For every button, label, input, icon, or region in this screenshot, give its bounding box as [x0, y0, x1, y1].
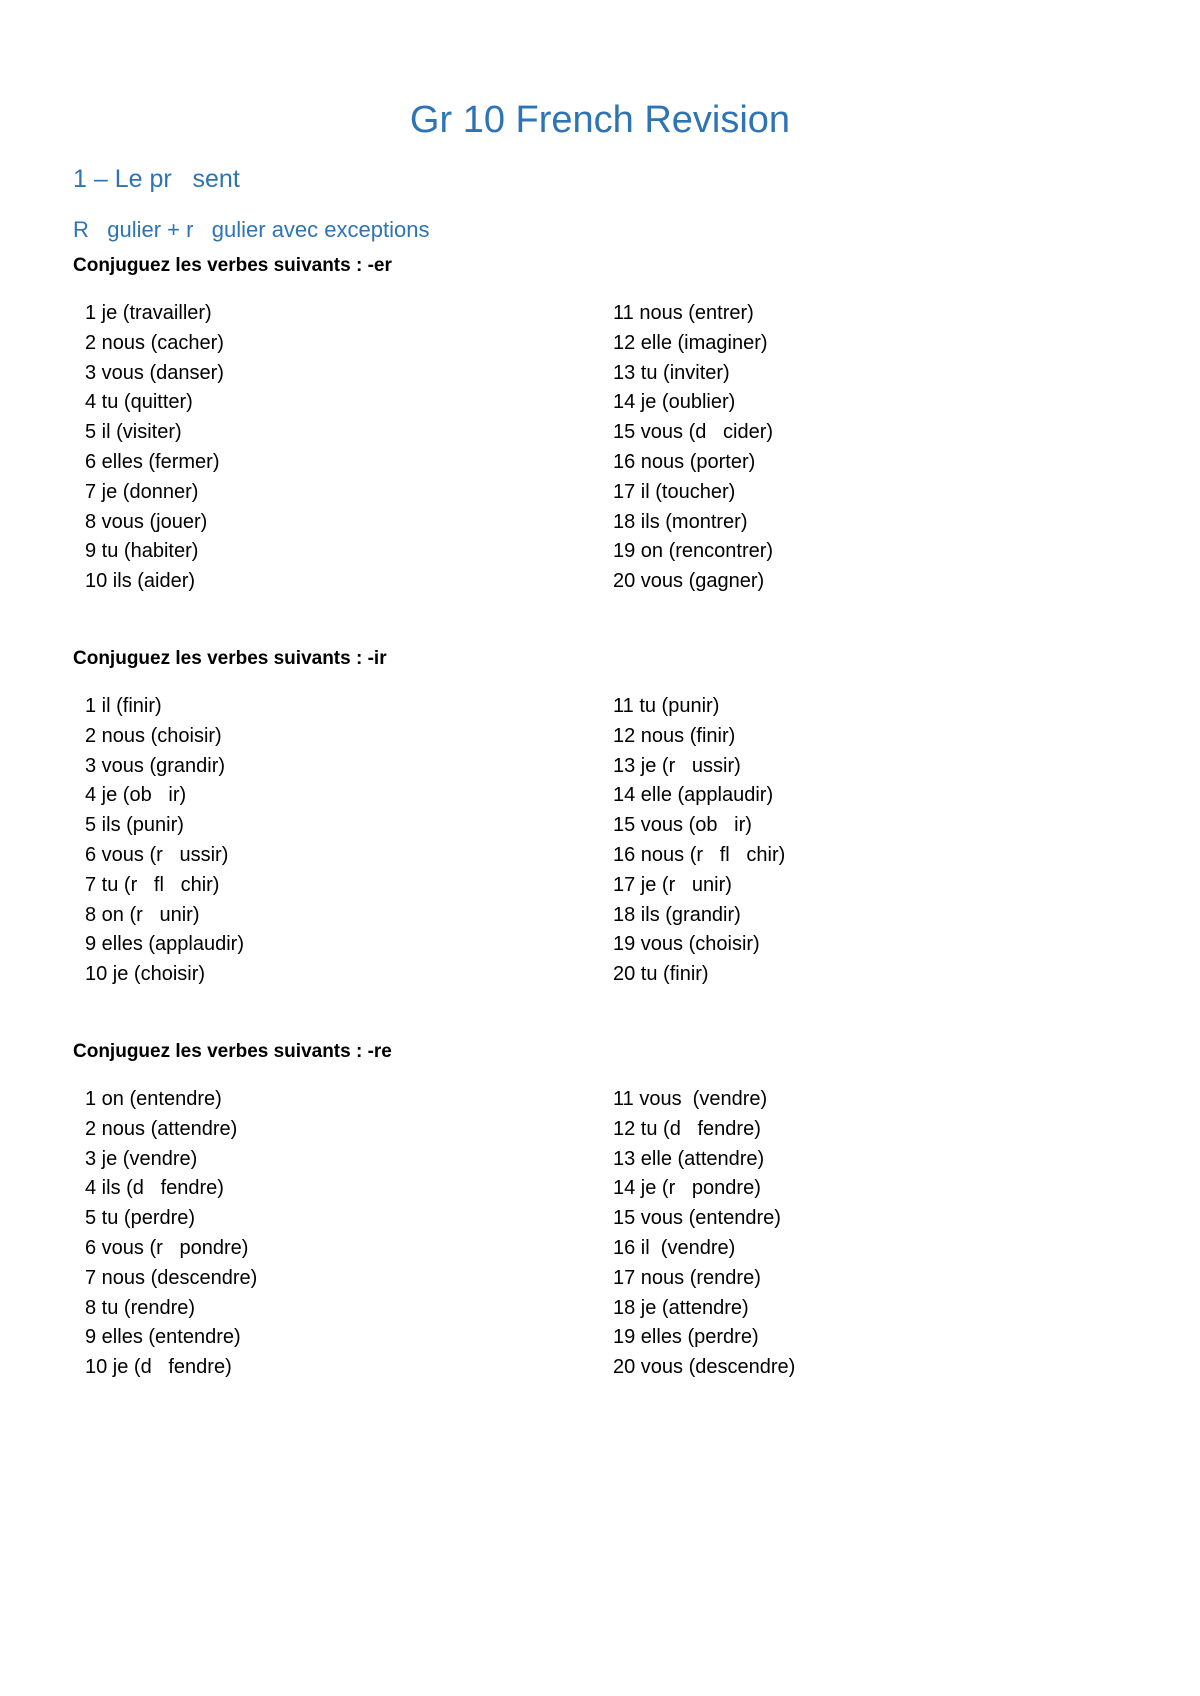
exercise-item: 10 ils (aider): [85, 570, 196, 593]
exercise-item: 4 je (ob ir): [85, 784, 187, 807]
exercise-item: 6 vous (r ussir): [85, 843, 229, 866]
exercise-item: 3 vous (grandir): [85, 754, 226, 777]
exercise-list-left: [85, 299, 224, 597]
subheading-regular: R gulier + r gulier avec exceptions: [73, 217, 430, 242]
exercise-item: 20 tu (finir): [613, 963, 709, 986]
exercise-item: 19 elles (perdre): [613, 1326, 759, 1349]
exercise-item: 20 vous (descendre): [613, 1356, 796, 1379]
exercise-list-right: [613, 299, 773, 597]
exercise-item: 19 on (rencontrer): [613, 540, 774, 563]
exercise-columns: [73, 1085, 1133, 1385]
exercise-list-right: [613, 1085, 795, 1383]
exercise-list-left: [85, 1085, 257, 1383]
exercise-item: 17 je (r unir): [613, 873, 732, 896]
exercise-item: 14 elle (applaudir): [613, 784, 774, 807]
exercise-list-right: [613, 692, 785, 990]
exercise-item: 17 nous (rendre): [613, 1266, 761, 1289]
exercise-item: 2 nous (choisir): [85, 724, 222, 747]
exercise-item: 1 je (travailler): [85, 302, 212, 324]
exercise-item: 6 elles (fermer): [85, 450, 220, 473]
exercise-item: 9 elles (applaudir): [85, 933, 244, 956]
exercise-item: 7 nous (descendre): [85, 1266, 258, 1289]
exercise-item: 5 ils (punir): [85, 814, 184, 837]
exercise-item: 8 tu (rendre): [85, 1296, 196, 1319]
exercise-item: 13 je (r ussir): [613, 754, 741, 777]
exercise-item: 8 on (r unir): [85, 903, 200, 926]
exercise-item: 11 tu (punir): [613, 695, 720, 717]
exercise-item: 10 je (d fendre): [85, 1356, 232, 1379]
exercise-item: 10 je (choisir): [85, 963, 206, 986]
exercise-columns: [73, 692, 1133, 992]
exercise-item: 15 vous (d cider): [613, 421, 774, 444]
exercise-item: 16 il (vendre): [613, 1236, 736, 1259]
exercise-item: 15 vous (entendre): [613, 1207, 781, 1230]
exercise-item: 19 vous (choisir): [613, 933, 760, 956]
exercise-item: 18 ils (montrer): [613, 510, 748, 533]
exercise-heading-ir: Conjuguez les verbes suivants : -ir: [73, 648, 387, 669]
exercise-item: 13 tu (inviter): [613, 361, 730, 384]
exercise-item: 12 elle (imaginer): [613, 331, 768, 354]
exercise-item: 17 il (toucher): [613, 480, 736, 503]
section-heading-present: 1 – Le pr sent: [73, 165, 240, 193]
exercise-item: 12 nous (finir): [613, 724, 736, 747]
exercise-item: 1 on (entendre): [85, 1088, 222, 1110]
exercise-item: 5 il (visiter): [85, 421, 182, 444]
exercise-item: 2 nous (cacher): [85, 331, 224, 354]
exercise-item: 3 je (vendre): [85, 1147, 198, 1170]
exercise-ir: [73, 647, 1133, 992]
exercise-item: 11 nous (entrer): [613, 302, 754, 324]
document-title: Gr 10 French Revision: [409, 99, 791, 141]
exercise-re: [73, 1040, 1133, 1385]
exercise-list-left: [85, 692, 244, 990]
exercise-item: 15 vous (ob ir): [613, 814, 752, 837]
exercise-item: 13 elle (attendre): [613, 1147, 765, 1170]
exercise-item: 12 tu (d fendre): [613, 1117, 761, 1140]
exercise-item: 3 vous (danser): [85, 361, 224, 384]
exercise-item: 9 elles (entendre): [85, 1326, 241, 1349]
exercise-item: 18 je (attendre): [613, 1296, 749, 1319]
exercise-item: 16 nous (r fl chir): [613, 843, 786, 866]
exercise-heading-er: Conjuguez les verbes suivants : -er: [73, 255, 392, 276]
exercise-item: 7 tu (r fl chir): [85, 873, 220, 896]
exercise-item: 8 vous (jouer): [85, 510, 208, 533]
exercise-heading-re: Conjuguez les verbes suivants : -re: [73, 1041, 392, 1062]
exercise-item: 4 ils (d fendre): [85, 1177, 224, 1200]
exercise-item: 5 tu (perdre): [85, 1207, 196, 1230]
exercise-item: 2 nous (attendre): [85, 1117, 238, 1140]
exercise-item: 20 vous (gagner): [613, 570, 765, 593]
exercise-item: 18 ils (grandir): [613, 903, 741, 926]
exercise-item: 7 je (donner): [85, 480, 199, 503]
exercise-item: 14 je (r pondre): [613, 1177, 761, 1200]
exercise-columns: [73, 299, 1133, 599]
exercise-item: 9 tu (habiter): [85, 540, 199, 563]
exercise-item: 4 tu (quitter): [85, 391, 193, 414]
exercise-er: [73, 254, 1133, 599]
exercise-item: 16 nous (porter): [613, 450, 756, 473]
exercise-item: 1 il (finir): [85, 695, 162, 717]
exercise-item: 6 vous (r pondre): [85, 1236, 249, 1259]
exercise-item: 14 je (oublier): [613, 391, 736, 414]
exercise-item: 11 vous (vendre): [613, 1088, 768, 1110]
